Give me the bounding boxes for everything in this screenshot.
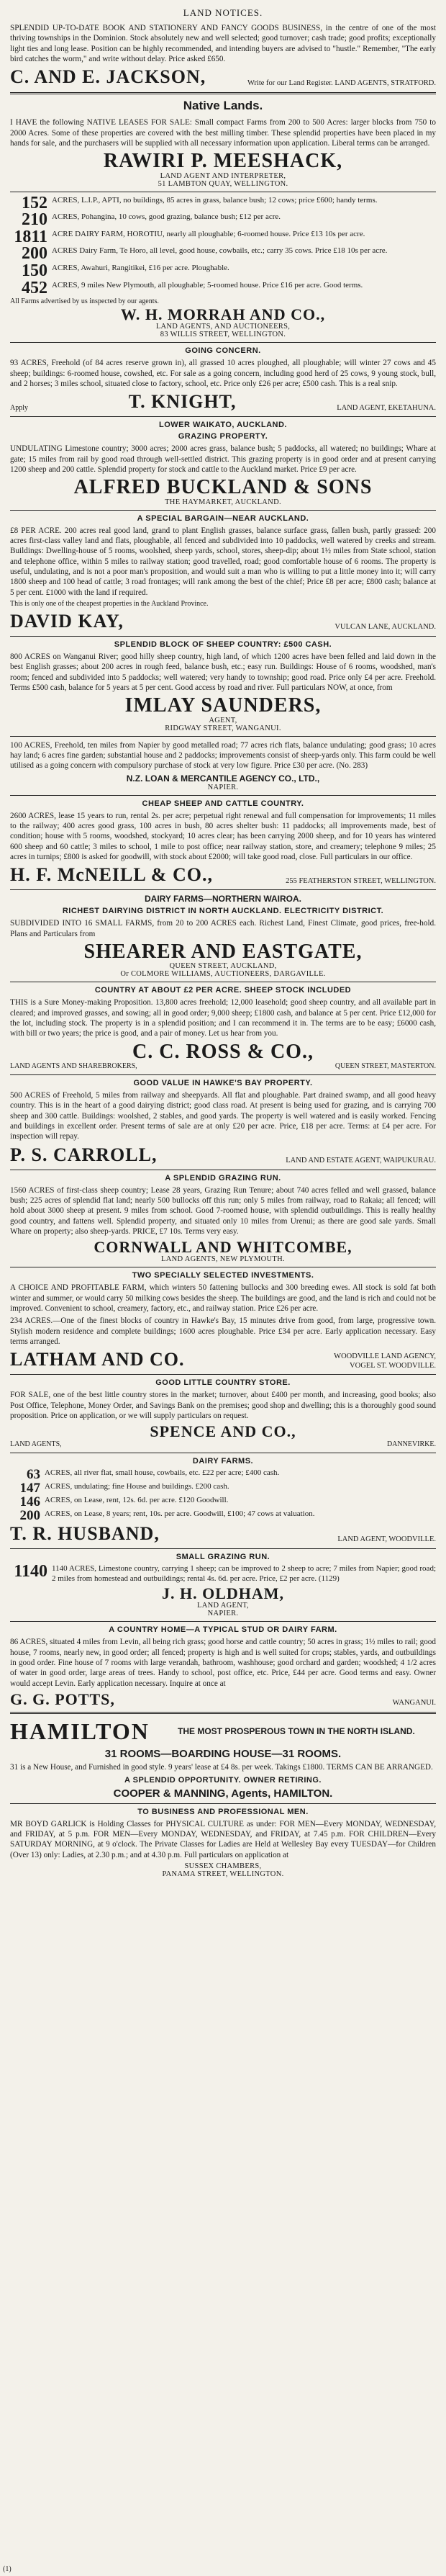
stationery-ad	[10, 23, 436, 88]
potts-footer	[10, 1691, 436, 1707]
ross-role: LAND AGENTS AND SHAREBROKERS,	[10, 1062, 137, 1071]
oldham-role: LAND AGENT,	[197, 1602, 249, 1610]
potts-place: WANGANUI.	[392, 1698, 436, 1707]
morrah-role: LAND AGENTS, AND AUCTIONEERS,	[155, 323, 291, 331]
list-item	[10, 1468, 436, 1481]
list-item	[10, 227, 436, 246]
country-store-ad	[10, 1378, 436, 1448]
shearer-address-1: QUEEN STREET, AUCKLAND,	[169, 962, 277, 971]
dairy-wairoa-ad	[10, 894, 436, 978]
hamilton-agent: COOPER & MANNING, Agents, HAMILTON.	[113, 1787, 333, 1800]
sheep-country-heading: SPLENDID BLOCK OF SHEEP COUNTRY: £500 CASH.	[114, 640, 332, 649]
morrah-address: 83 WILLIS STREET, WELLINGTON.	[160, 331, 286, 339]
lower-waikato-sub: GRAZING PROPERTY.	[178, 432, 268, 441]
knight-name: T. KNIGHT,	[128, 391, 237, 413]
page-title: LAND NOTICES.	[183, 7, 263, 18]
list-item-text: ACRES, on Lease, 8 years; rent, 10s. per acre. Goodwill, £100; 47 cows at valuation.	[45, 1509, 315, 1518]
spence-place: DANNEVIRKE.	[386, 1440, 436, 1448]
sheep-country-body: 800 ACRES on Wanganui River; good hilly sheep country, high land, of which 1200 acres have been felled and laid down in the best English grasses; about 200 acres in rough feed, balance bush, etc.; easy run. Buildings: House of 6 rooms, woodshed, man's room; fenced and subdivided into 5 paddocks; well watered; very handy to township; good road. Price only £4 per acre. Freehold. Terms £500 cash, balance for 5 years at 5 per cent. Good access by road and river. Full particulars NOW, at once, from	[10, 652, 436, 692]
acreage-number: 150	[22, 261, 47, 281]
cheap-sheep-ad	[10, 799, 436, 887]
country-store-heading: GOOD LITTLE COUNTRY STORE.	[155, 1378, 291, 1388]
divider	[10, 1548, 436, 1549]
spence-role: LAND AGENTS,	[10, 1440, 62, 1448]
mcneill-name: H. F. McNEILL & CO.,	[10, 864, 213, 886]
dairy-farms-heading: DAIRY FARMS.	[192, 1456, 254, 1466]
divider	[10, 342, 436, 343]
spence-footer	[10, 1440, 436, 1449]
dairy-farms-ad	[10, 1457, 436, 1545]
country-2-body: THIS is a Sure Money-making Proposition. 13,800 acres freehold; 12,000 leasehold; good sheep country, and all available part in cleared; and improved grasses, and sowing; all in good order; 9,000 sheep; £1800 cash, and balance at 5 per cent. Price £12,000 for the lot, including stock. The property is in a splendid position; and I can recommend it in. The terms are to be easy; £6000 cash, with bill or two years; the price is good, and a pair of money. Let us hear from you.	[10, 998, 436, 1038]
list-item	[10, 1482, 436, 1494]
list-item-text: ACRES, Awahuri, Rangitikei, £16 per acre. Ploughable.	[52, 264, 229, 273]
ross-address: QUEEN STREET, MASTERTON.	[334, 1062, 436, 1071]
hamilton-opportunity: A SPLENDID OPPORTUNITY. OWNER RETIRING.	[124, 1775, 322, 1785]
saunders-name: IMLAY SAUNDERS,	[124, 694, 322, 717]
nz-loan-ad	[10, 740, 436, 791]
hamilton-header	[10, 1718, 436, 1745]
dairy-wairoa-body: SUBDIVIDED INTO 16 SMALL FARMS, from 20 to 200 ACRES each. Richest Land, Finest Climate, good prices, free-hold. Plans and Particulars from	[10, 919, 436, 938]
list-item-text: ACRES, undulating; fine House and buildings. £200 cash.	[45, 1481, 229, 1491]
list-item	[10, 212, 436, 228]
cornwall-address: LAND AGENTS, NEW PLYMOUTH.	[161, 1255, 285, 1264]
potts-name: G. G. POTTS,	[10, 1690, 115, 1709]
ross-name: C. C. ROSS & CO.,	[132, 1040, 314, 1063]
stud-farm-heading: A COUNTRY HOME—A TYPICAL STUD OR DAIRY FARM.	[109, 1625, 337, 1635]
culture-name: SUSSEX CHAMBERS,	[184, 1862, 262, 1870]
dairy-wairoa-heading: DAIRY FARMS—NORTHERN WAIROA.	[144, 894, 301, 905]
stud-farm-body: 86 ACRES, situated 4 miles from Levin, all being rich grass; good horse and cattle country; 50 acres in grass; 1½ miles to rail; good house, 7 rooms, nearly new, in good order; all fenced; property is high and is well suited for crops; stables, yards, and outbuildings in good order. Fine house of 7 rooms with large verandah, bathroom, washhouse; good orchard and garden; woodshed; 4 1/2 acres of water in good order, large areas of trees. Handy to school, post office, etc. Price, £44 per acre. Good terms and easy. Owner would accept Levin. Early application necessary. Inquire at once at	[10, 1638, 436, 1688]
acreage-number: 152	[22, 193, 47, 212]
small-run-heading: SMALL GRAZING RUN.	[176, 1552, 270, 1561]
lower-waikato-body: UNDULATING Limestone country; 3000 acres; 2000 acres grass, balance bush; 5 paddocks, all watered; no buildings; Whare at gate; 15 miles from rail by good road through well-settled district. This grazing property is in good order and at present carrying 1200 sheep and 200 cattle. Splendid property for stock and cattle to the Auckland market. Price £9 per acre.	[10, 444, 436, 474]
cheap-sheep-heading: CHEAP SHEEP AND CATTLE COUNTRY.	[142, 799, 304, 808]
country-2-ad	[10, 986, 436, 1071]
hamilton-body: 31 is a New House, and Furnished in good style. 9 years' lease at £4 8s. per week. Takings £1800. TERMS CAN BE ARRANGED.	[10, 1763, 433, 1772]
list-item	[10, 1509, 436, 1522]
kay-address: VULCAN LANE, AUCKLAND.	[334, 623, 436, 632]
kay-footer	[10, 611, 436, 632]
grazing-run-body: 1560 ACRES of first-class sheep country; Lease 28 years, Grazing Run Tenure; about 740 acres felled and well grassed, balance bush; 225 acres of splendid flat land; nearly 500 bullocks off this run; only 5 miles from railway, road to Rakaia; all fenced; will hold about 3000 sheep at present. 9 miles from school. Good 7-roomed house, with splendid outbuildings. This is really healthy good country, and fattens well. Splendid property, and situated only 10 miles from Urenui; as there are good sale yards. Small Whare on property; also sheep-yards. PRICE, £7 10s. Terms very easy.	[10, 1185, 436, 1237]
meeshack-address: 51 LAMBTON QUAY, WELLINGTON.	[158, 179, 288, 188]
oldham-place: NAPIER.	[207, 1610, 239, 1618]
jackson-name: C. AND E. JACKSON,	[10, 66, 206, 88]
latham-address: VOGEL ST. WOODVILLE.	[350, 1361, 436, 1370]
going-concern-heading: GOING CONCERN.	[185, 346, 261, 356]
hawkes-bay-ad	[10, 1079, 436, 1166]
oldham-name: J. H. OLDHAM,	[161, 1584, 285, 1603]
divider	[10, 889, 436, 890]
sheep-country-ad	[10, 640, 436, 732]
carroll-name: P. S. CARROLL,	[10, 1144, 158, 1165]
going-concern-ad	[10, 346, 436, 413]
latham-details	[334, 1352, 436, 1370]
grazing-run-heading: A SPLENDID GRAZING RUN.	[165, 1173, 281, 1182]
dairy-wairoa-sub: RICHEST DAIRYING DISTRICT IN NORTH AUCKLAND. ELECTRICITY DISTRICT.	[62, 907, 384, 916]
divider	[10, 736, 436, 737]
special-bargain-heading: A SPECIAL BARGAIN—NEAR AUCKLAND.	[137, 513, 309, 523]
husband-footer	[10, 1523, 436, 1545]
meeshack-name: RAWIRI P. MEESHACK,	[103, 150, 343, 173]
latham-footer	[10, 1349, 436, 1370]
saunders-address: RIDGWAY STREET, WANGANUI.	[165, 724, 281, 732]
cornwall-name: CORNWALL AND WHITCOMBE,	[94, 1238, 352, 1257]
list-item-text: ACRES, L.I.P., APTI, no buildings, 85 acres in grass, balance bush; 12 cows; price £600; handy terms.	[52, 195, 378, 205]
culture-heading: TO BUSINESS AND PROFESSIONAL MEN.	[137, 1807, 309, 1816]
kay-name: DAVID KAY,	[10, 611, 124, 632]
special-bargain-note: This is only one of the cheapest properties in the Auckland Province.	[10, 600, 209, 608]
divider	[10, 510, 436, 511]
meeshack-title: LAND AGENT AND INTERPRETER,	[160, 171, 286, 180]
mcneill-address: 255 FEATHERSTON STREET, WELLINGTON.	[286, 876, 436, 885]
saunders-role: AGENT,	[209, 716, 237, 724]
nz-loan-name: N.Z. LOAN & MERCANTILE AGENCY CO., LTD.,	[126, 773, 320, 784]
small-run-body: 1140 ACRES, Limestone country, carrying 1 sheep; can be improved to 2 sheep to acre; 7 miles from Napier; good road; 2 miles from homestead and outbuildings; rental 4s. 6d. per acre. Price, £2 per acre. (1129)	[52, 1563, 436, 1583]
husband-name: T. R. HUSBAND,	[10, 1522, 160, 1544]
native-lands-heading: Native Lands.	[183, 99, 263, 113]
divider	[10, 92, 436, 94]
divider	[10, 1374, 436, 1375]
special-bargain-ad	[10, 514, 436, 632]
divider	[10, 1621, 436, 1622]
investments-ad	[10, 1271, 436, 1370]
ross-footer	[10, 1062, 436, 1071]
list-item-text: ACRES, on Lease, rent, 12s. 6d. per acre. £120 Goodwill.	[45, 1495, 229, 1504]
list-item	[10, 278, 436, 297]
divider	[10, 1803, 436, 1804]
culture-ad	[10, 1808, 436, 1878]
carroll-footer	[10, 1144, 436, 1166]
latham-name: LATHAM AND CO.	[10, 1349, 185, 1370]
lower-waikato-ad	[10, 421, 436, 506]
country-2-heading: COUNTRY AT ABOUT £2 PER ACRE. SHEEP STOCK INCLUDED	[94, 986, 352, 995]
investments-body-2: 234 ACRES.—One of the finest blocks of country in Hawke's Bay, 15 minutes drive from good, from large, progressive town. Stylish modern residence and complete buildings; 1600 acres ploughable. Price £34 per acre. Early application necessary. Easy terms arranged.	[10, 1316, 436, 1347]
divider	[10, 1074, 436, 1075]
hawkes-bay-body: 500 ACRES of Freehold, 5 miles from railway and sheepyards. All flat and ploughable. Part drained swamp, and all good heavy country. This is in the heart of a good dairying district; good class road. At present is being used for grazing, and is carrying 700 sheep and 300 cattle. Buildings: woolshed, 2 stables, and good yards. The property is well watered and is easily worked. Fencing and buildings in excellent order. Present terms of sale are at only £20 per acre. Price, £18 per acre. Terms: at £4 per acre. For inspection will repay.	[10, 1091, 436, 1141]
going-concern-footer	[10, 391, 436, 413]
acreage-number: 1811	[14, 227, 47, 246]
acreage-number: 210	[22, 210, 47, 230]
spence-name: SPENCE AND CO.,	[150, 1422, 296, 1441]
morrah-note: All Farms advertised by us inspected by our agents.	[10, 297, 159, 306]
hamilton-town: HAMILTON	[10, 1718, 150, 1745]
native-lands-body: I HAVE the following NATIVE LEASES FOR SALE: Small compact Farms from 200 to 500 Acres: larger blocks from 750 to 2000 Acres. Some of these properties are covered with the best milling timber. These splendid properties have been placed in my hands for sale, and the purchasers will be supplied with all necessary information upon application. Liberal terms can be arranged.	[10, 118, 436, 148]
divider	[10, 416, 436, 417]
list-item-text: ACRE DAIRY FARM, HOROTIU, nearly all ploughable; 6-roomed house. Price £13 10s per acre.	[52, 229, 365, 238]
small-run-entry	[10, 1561, 436, 1584]
buckland-name: ALFRED BUCKLAND & SONS	[73, 476, 373, 499]
morrah-ad	[10, 193, 436, 339]
carroll-address: LAND AND ESTATE AGENT, WAIPUKURAU.	[286, 1157, 436, 1165]
hamilton-tagline: THE MOST PROSPEROUS TOWN IN THE NORTH ISLAND.	[178, 1726, 415, 1737]
latham-role: WOODVILLE LAND AGENCY,	[334, 1352, 436, 1361]
culture-address: PANAMA STREET, WELLINGTON.	[162, 1870, 284, 1878]
native-lands-ad	[10, 99, 436, 187]
investments-heading: TWO SPECIALLY SELECTED INVESTMENTS.	[132, 1271, 314, 1280]
culture-body: MR BOYD GARLICK is Holding Classes for PHYSICAL CULTURE as under: FOR MEN—Every MONDAY, WEDNESDAY, and FRIDAY, at 5 p.m. FOR MEN—Every MONDAY, WEDNESDAY, and FRIDAY, at 7.45 p.m. FOR CHILDREN—Every SATURDAY MORNING, at 9 o'clock. The Private Classes for Ladies are Held at Wellesley Bay every TUESDAY—for Children (Over 13) only: Ladies, at 2.30 p.m.; and at 4.30 p.m. Full particulars on application at	[10, 1819, 436, 1859]
shearer-address-2: Or COLMORE WILLIAMS, AUCTIONEERS, DARGAVILLE.	[120, 970, 326, 979]
special-bargain-body: £8 PER ACRE. 200 acres real good land, grand to plant English grasses, balance surface grass, fallen bush, partly grassed: 200 acres first-class valley land and flats, ploughable, all fenced and subdivided into 10 paddocks, well watered by creeks and stream. Buildings: Dwelling-house of 5 rooms, woolshed, sheep yards, school, stores, sheep-dip; about 1½ miles from State school, station and telephone office, within 5 miles to railway station; good travelled, road; good comfortable house of 6 rooms. The property is useful, undulating, and is not a poor man's proposition, and would suit a man who is willing to put a little money into it; will carry 1800 sheep and 100 head of cattle; 3 road frontages; will rank among the best of the chief; Price £8 per acre; £800 cash; balance at 5 per cent. £1000 with the land if required.	[10, 526, 436, 597]
list-item-text: ACRES Dairy Farm, Te Horo, all level, good house, cowbails, etc.; carry 35 cows. Price £18 10s per acre.	[52, 246, 388, 256]
stud-farm-ad	[10, 1625, 436, 1707]
jackson-note: Write for our Land Register. LAND AGENTS, STRATFORD.	[247, 78, 436, 87]
buckland-address: THE HAYMARKET, AUCKLAND.	[165, 498, 281, 506]
acreage-number: 200	[22, 244, 47, 264]
shearer-name: SHEARER AND EASTGATE,	[83, 940, 363, 963]
hamilton-ad	[10, 1718, 436, 1799]
list-item	[10, 261, 436, 281]
divider	[10, 636, 436, 637]
lower-waikato-heading: LOWER WAIKATO, AUCKLAND.	[158, 421, 287, 430]
stationery-ad-body: SPLENDID UP-TO-DATE BOOK AND STATIONERY AND FANCY GOODS BUSINESS, in the centre of one of the most thriving townships in the Dominion. Stock absolutely new and well selected; good turnover; cash trade; good profits; exceptionally light ties and long lease. Position can be highly recommended, and intending buyers are advised to "hustle." Remember, "The early bird catches the worm," and write without delay. Price asked £650.	[10, 24, 436, 63]
stationery-ad-footer	[10, 66, 436, 88]
investments-body-1: A CHOICE AND PROFITABLE FARM, which winters 50 fattening bullocks and 300 breeding ewes. All stock is sold fat both winter and summer, or would carry 50 milking cows besides the sheep. The buildings are good, and the land is rich and could not be improved. Convenient to school, creamery, factory, etc., and railway station. Price £26 per acre.	[10, 1283, 436, 1314]
going-concern-body: 93 ACRES, Freehold (of 84 acres reserve grown in), all grassed 10 acres ploughed, all ploughable; will winter 27 cows and 45 sheep; buildings: 6-roomed house, cowshed, etc. For sale as a going concern, including good herd of 25 cows, 9 young stock, bull, and 2 horses; 3 miles school, situated close to factory, school, etc. Price only £26 per acre; £500 cash. This is a real snip.	[10, 359, 436, 388]
country-store-body: FOR SALE, one of the best little country stores in the market; turnover, about £400 per month, and increasing, good books; also Post Office, Telephone, Money Order, and Savings Bank on the premises; good shop and dwelling; this is a thoroughly good sound proposition. Price on application, or we will supply particulars on request.	[10, 1391, 436, 1421]
mcneill-footer	[10, 864, 436, 886]
acreage-number: 1140	[14, 1561, 47, 1581]
list-item-text: ACRES, all river flat, small house, cowbails, etc. £22 per acre; £400 cash.	[45, 1468, 280, 1477]
list-item	[10, 1496, 436, 1508]
divider	[10, 795, 436, 796]
list-item	[10, 193, 436, 212]
hamilton-boarding: 31 ROOMS—BOARDING HOUSE—31 ROOMS.	[104, 1748, 342, 1761]
hawkes-bay-heading: GOOD VALUE IN HAWKE'S BAY PROPERTY.	[133, 1079, 313, 1088]
acreage-number: 63	[27, 1466, 40, 1482]
acreage-number: 147	[19, 1480, 40, 1496]
divider	[10, 1712, 436, 1714]
acreage-number: 200	[19, 1507, 40, 1523]
morrah-name: W. H. MORRAH AND CO.,	[120, 305, 326, 324]
cheap-sheep-body: 2600 ACRES, lease 15 years to run, rental 2s. per acre; perpetual right renewal and full compensation for improvements; 11 miles to the railway; 400 acres good grass, 100 acres in bush, 80 acres shelter bush: 11 paddocks; all improvements made, best of condition; house with 5 rooms, woodshed, stockyard; 10 acres clear; has been carrying 2000 sheep, and for 10 years has wintered 600 sheep and 60 cattle; 3 miles to school, 1 mile to post office; near railway station, store, and creamery; telephone 9 miles; 25 acres in turnips; £800 is asked for goodwill, with stock about £2000; will take good road, close. Full particulars in our office.	[10, 811, 436, 861]
nz-loan-address: NAPIER.	[207, 783, 239, 791]
footer-mark: (1)	[3, 2565, 12, 2573]
grazing-run-ad	[10, 1174, 436, 1264]
list-item-text: ACRES, Pohangina, 10 cows, good grazing, balance bush; £12 per acre.	[52, 212, 281, 222]
apply-label: Apply	[10, 404, 28, 413]
list-item	[10, 246, 436, 262]
acreage-number: 146	[19, 1494, 40, 1509]
nz-loan-body: 100 ACRES, Freehold, ten miles from Napier by good metalled road; 77 acres rich flats, balance undulating; good grass; 10 acres hay land; 6 acres fine garden; substantial house and 2 paddocks; improvements consist of sheep-yards only. This farm could be well utilised as a going concern with compulsory purchase of stock at very low figure. Price £30 per acre. (No. 283)	[10, 740, 436, 771]
husband-address: LAND AGENT, WOODVILLE.	[337, 1535, 436, 1544]
list-item-text: ACRES, 9 miles New Plymouth, all ploughable; 5-roomed house. Price £16 per acre. Good terms.	[52, 280, 363, 290]
acreage-number: 452	[22, 278, 47, 297]
small-run-ad	[10, 1553, 436, 1618]
knight-role: LAND AGENT, EKETAHUNA.	[337, 403, 436, 412]
